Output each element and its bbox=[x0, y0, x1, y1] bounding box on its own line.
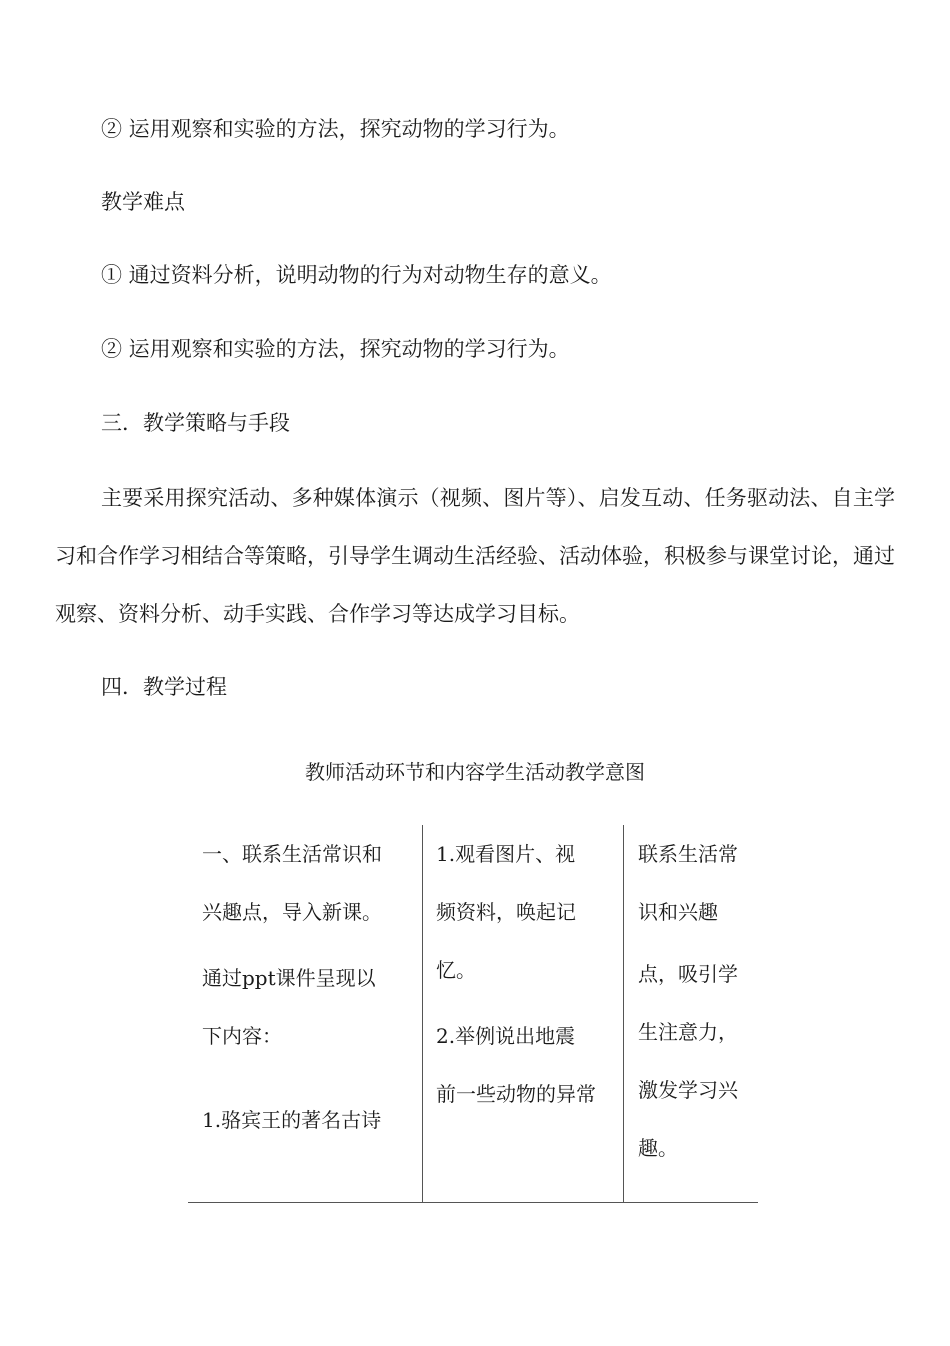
column-divider bbox=[422, 825, 423, 1202]
cell-text: 1.骆宾王的著名古诗 bbox=[202, 1108, 382, 1132]
cell-text: 联系生活常 bbox=[638, 842, 738, 866]
cell-text: 2.举例说出地震 bbox=[436, 1024, 576, 1048]
cell-text: 点，吸引学 bbox=[638, 962, 738, 986]
cell-text: 趣。 bbox=[638, 1136, 678, 1160]
cell-text: 下内容： bbox=[202, 1024, 282, 1048]
section-heading-strategy: 三．教学策略与手段 bbox=[101, 411, 290, 435]
teacher-activity-cell bbox=[202, 825, 422, 1202]
objective-line-2: ② 运用观察和实验的方法，探究动物的学习行为。 bbox=[101, 117, 570, 141]
column-divider bbox=[623, 825, 624, 1202]
table-caption: 教师活动环节和内容学生活动教学意图 bbox=[305, 760, 645, 784]
cell-text: 兴趣点，导入新课。 bbox=[202, 900, 382, 924]
difficulty-line-1: ① 通过资料分析，说明动物的行为对动物生存的意义。 bbox=[101, 263, 612, 287]
cell-text: 激发学习兴 bbox=[638, 1078, 738, 1102]
student-activity-cell bbox=[436, 825, 616, 1202]
section-heading-process: 四．教学过程 bbox=[101, 675, 227, 699]
strategy-paragraph: 主要采用探究活动、多种媒体演示（视频、图片等）、启发互动、任务驱动法、自主学习和合作学习相结合等策略，引导学生调动生活经验、活动体验，积极参与课堂讨论，通过观察、资料分析、动手实践、合作学习等达成学习目标。 bbox=[55, 486, 895, 626]
cell-text: 生注意力， bbox=[638, 1020, 738, 1044]
difficulty-line-2: ② 运用观察和实验的方法，探究动物的学习行为。 bbox=[101, 337, 570, 361]
cell-text: 通过ppt课件呈现以 bbox=[202, 966, 376, 990]
cell-text: 频资料，唤起记 bbox=[436, 900, 576, 924]
cell-text: 一、联系生活常识和 bbox=[202, 842, 382, 866]
cell-text: 前一些动物的异常 bbox=[436, 1082, 596, 1106]
teaching-intent-cell bbox=[638, 825, 758, 1202]
difficulty-heading: 教学难点 bbox=[101, 190, 185, 214]
cell-text: 识和兴趣 bbox=[638, 900, 718, 924]
cell-text: 忆。 bbox=[436, 958, 476, 982]
cell-text: 1.观看图片、视 bbox=[436, 842, 576, 866]
teaching-process-table bbox=[188, 825, 758, 1203]
